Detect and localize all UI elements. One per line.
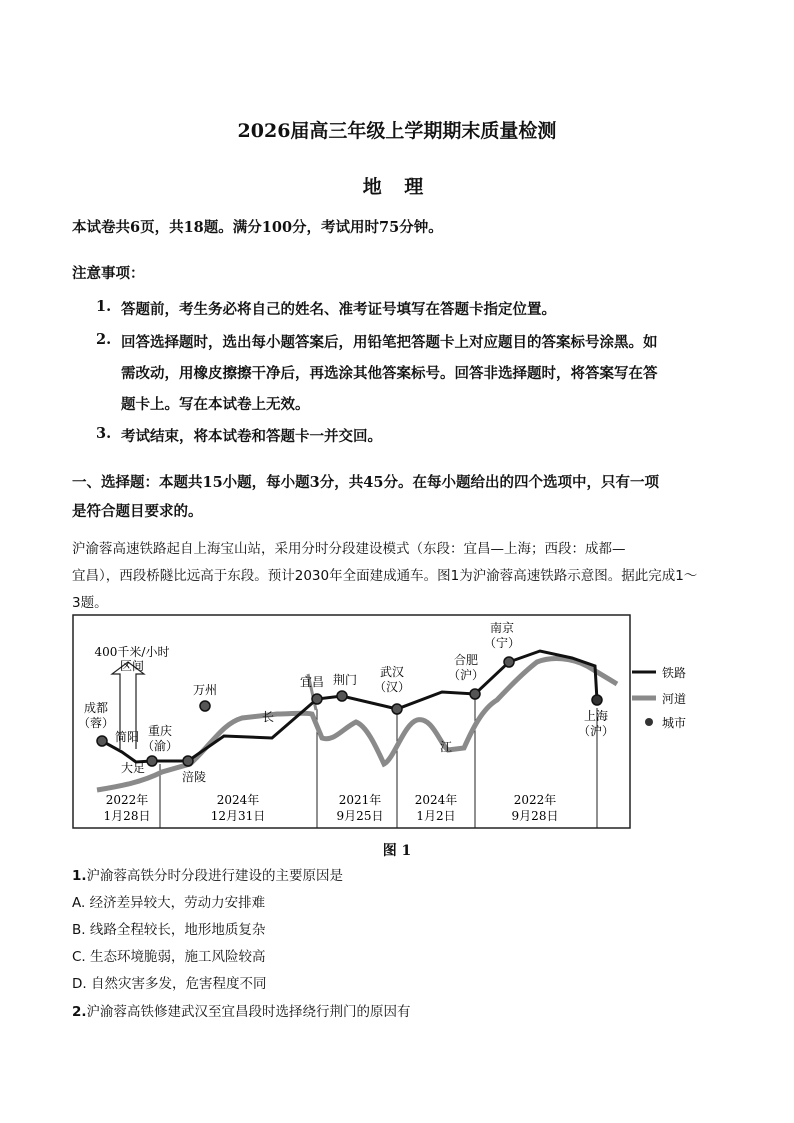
city-label-dazu: 大足	[120, 761, 146, 775]
passage-line: 沪渝蓉高速铁路起自上海宝山站，采用分时分段建设模式（东段：宜昌—上海；西段：成都—	[72, 541, 626, 557]
question-number: 1.	[72, 868, 87, 884]
city-label-wanzhou: 万州	[192, 683, 218, 697]
exam-intro: 本试卷共6页，共18题。满分100分，考试用时75分钟。	[72, 219, 443, 236]
notice-text: 考试结束，将本试卷和答题卡一并交回。	[121, 428, 382, 445]
exam-title: 2026届高三年级上学期期末质量检测	[237, 120, 557, 142]
city-label-chengdu: （蓉）	[77, 716, 115, 730]
option-c: C. 生态环境脆弱，施工风险较高	[72, 949, 266, 965]
city-label-fuling: 涪陵	[181, 770, 207, 784]
city-marker-nanjing	[504, 657, 514, 667]
segment-year: 2024年	[414, 793, 458, 807]
figure-caption: 图 1	[382, 843, 412, 859]
question-stem-text: 沪渝蓉高铁修建武汉至宜昌段时选择绕行荆门的原因有	[86, 1004, 411, 1020]
city-label-jingmen: 荆门	[332, 673, 358, 687]
city-label-wuhan: 武汉	[379, 665, 405, 679]
city-label-yichang: 宜昌	[299, 675, 325, 689]
question-stem	[72, 864, 343, 884]
notice-heading: 注意事项：	[72, 265, 145, 282]
segment-date: 12月31日	[210, 809, 266, 823]
city-marker-chongqing	[147, 756, 157, 766]
legend-river-label: 河道	[662, 692, 687, 706]
city-label-hefei: 合肥	[453, 653, 479, 667]
legend-railway-label: 铁路	[662, 666, 687, 680]
city-label-jianyang: 简阳	[114, 730, 140, 744]
legend-city-swatch	[645, 718, 653, 726]
segment-date: 1月28日	[103, 809, 151, 823]
city-marker-jingmen	[337, 691, 347, 701]
notice-num: 3.	[96, 425, 112, 442]
legend-city-label: 城市	[662, 716, 687, 730]
city-marker-yichang	[312, 694, 322, 704]
passage-line: 3题。	[72, 595, 108, 611]
question-number: 2.	[72, 1004, 87, 1020]
city-label-wuhan: （汉）	[373, 680, 411, 694]
section-line: 是符合题目要求的。	[72, 503, 203, 520]
segment-date: 1月2日	[416, 809, 456, 823]
city-label-shanghai: 上海	[583, 709, 609, 723]
passage-line: 宜昌），西段桥隧比远高于东段。预计2030年全面建成通车。图1为沪渝蓉高速铁路示意图。据此完成1～	[72, 568, 698, 584]
city-label-chongqing: （渝）	[141, 739, 179, 753]
notice-num: 1.	[96, 298, 112, 315]
speed-zone-label: 400千米/小时	[94, 645, 170, 659]
city-label-chengdu: 成都	[83, 701, 109, 715]
river-label: 江	[440, 740, 453, 754]
notice-num: 2.	[96, 331, 112, 348]
city-label-shanghai: （沪）	[577, 724, 615, 738]
speed-zone-label: 区间	[119, 659, 145, 673]
segment-year: 2022年	[513, 793, 557, 807]
subject-title: 地 理	[362, 176, 432, 198]
segment-year: 2021年	[338, 793, 382, 807]
city-marker-wuhan	[392, 704, 402, 714]
option-d: D. 自然灾害多发，危害程度不同	[72, 976, 267, 992]
city-label-nanjing: （宁）	[483, 636, 521, 650]
notice-text: 需改动，用橡皮擦擦干净后，再选涂其他答案标号。回答非选择题时，将答案写在答	[121, 365, 658, 382]
segment-date: 9月28日	[511, 809, 559, 823]
option-a: A. 经济差异较大，劳动力安排难	[72, 895, 266, 911]
notice-text: 题卡上。写在本试卷上无效。	[121, 396, 310, 413]
segment-year: 2024年	[216, 793, 260, 807]
city-marker-shanghai	[592, 695, 602, 705]
segment-date: 9月25日	[336, 809, 384, 823]
question-stem	[72, 1000, 411, 1020]
notice-text: 答题前，考生务必将自己的姓名、准考证号填写在答题卡指定位置。	[121, 301, 556, 318]
city-label-chongqing: 重庆	[147, 724, 173, 738]
railway-map-figure	[72, 614, 722, 832]
city-label-nanjing: 南京	[489, 621, 515, 635]
section-line: 一、选择题：本题共15小题，每小题3分，共45分。在每小题给出的四个选项中，只有一项	[72, 474, 659, 491]
city-marker-chengdu	[97, 736, 107, 746]
question-stem-text: 沪渝蓉高铁分时分段进行建设的主要原因是	[86, 868, 344, 884]
city-label-hefei: （沪）	[447, 668, 485, 682]
river-label: 长	[262, 710, 275, 724]
city-marker-fuling	[183, 756, 193, 766]
notice-text: 回答选择题时，选出每小题答案后，用铅笔把答题卡上对应题目的答案标号涂黑。如	[121, 334, 658, 351]
city-marker-hefei	[470, 689, 480, 699]
city-marker-wanzhou	[200, 701, 210, 711]
option-b: B. 线路全程较长，地形地质复杂	[72, 922, 266, 938]
segment-year: 2022年	[105, 793, 149, 807]
